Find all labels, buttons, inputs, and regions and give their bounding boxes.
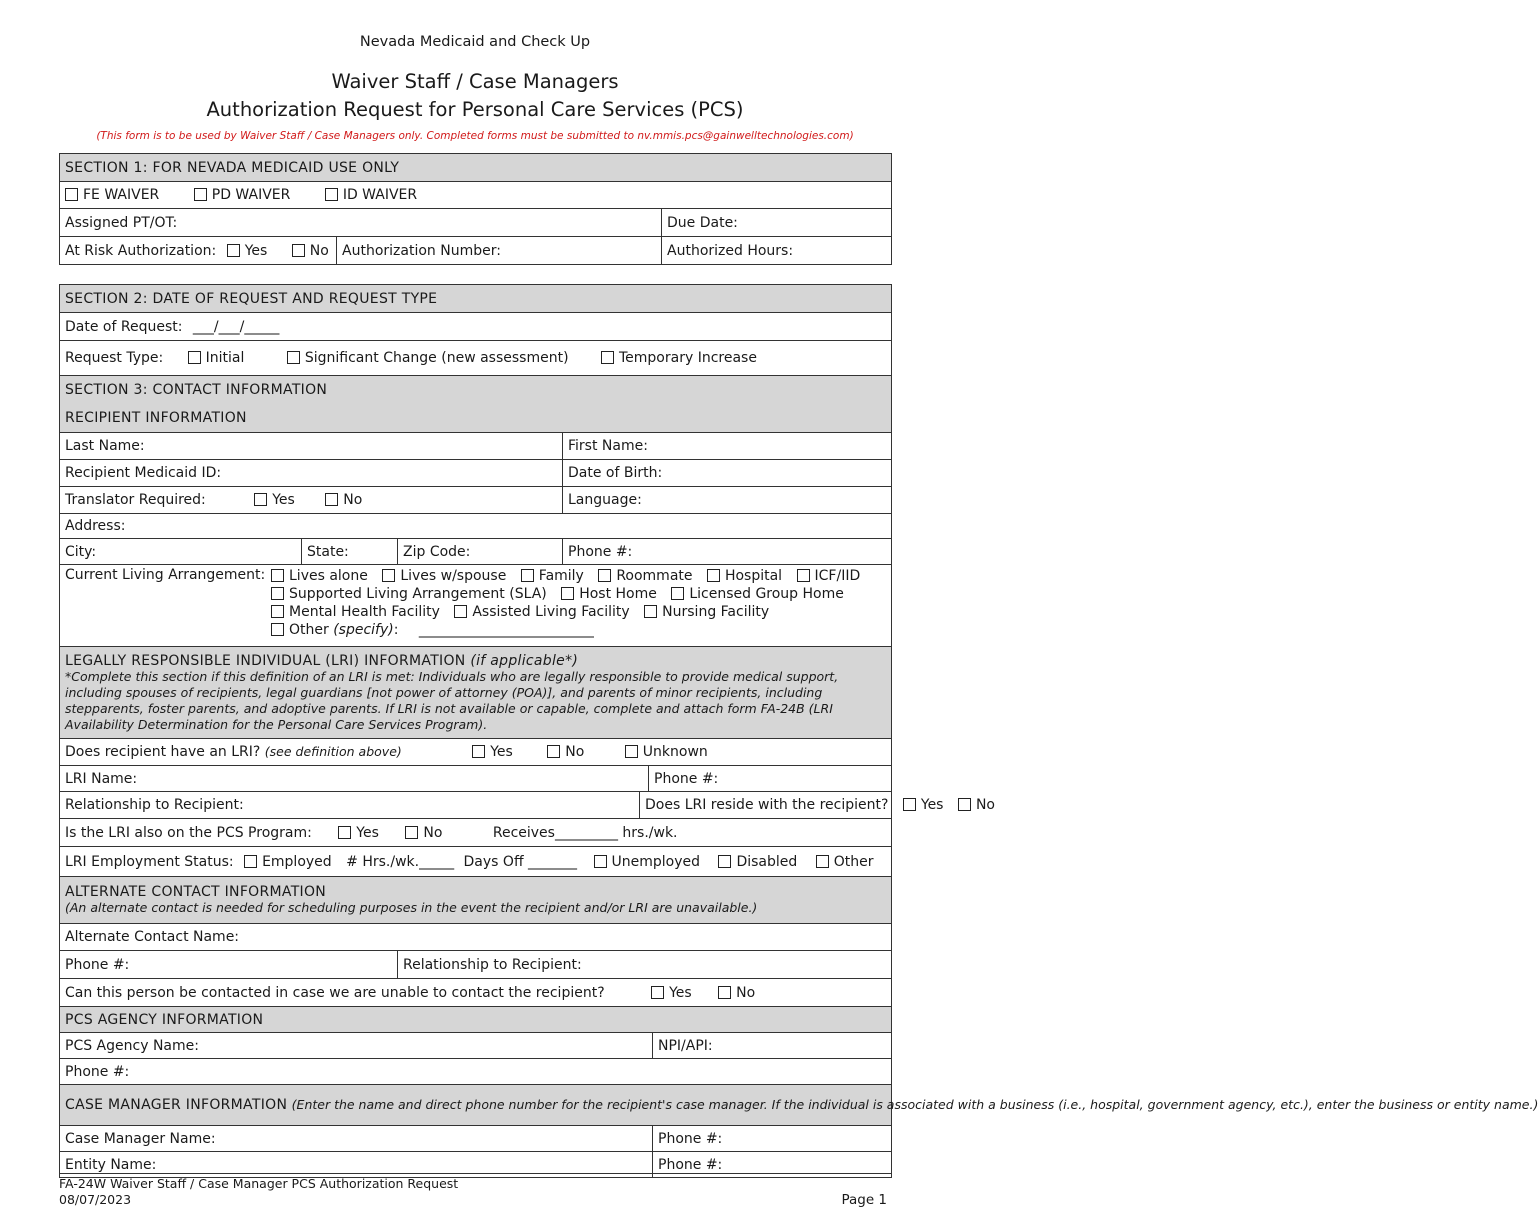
recipient-phone-field[interactable]: Phone #: <box>563 539 892 565</box>
days-off-blank[interactable]: Days Off _______ <box>463 853 578 870</box>
date-of-request-row[interactable] <box>60 313 892 341</box>
employment-other-checkbox[interactable] <box>816 855 829 868</box>
footer-page-number: Page 1 <box>841 1192 887 1208</box>
can-contact-no-option[interactable]: No <box>718 985 755 1001</box>
lri-reside-yes-checkbox[interactable] <box>903 798 916 811</box>
pcs-agency-phone-field[interactable]: Phone #: <box>60 1059 892 1085</box>
living-lives-alone-option[interactable]: Lives alone <box>271 567 368 585</box>
unemployed-option[interactable]: Unemployed <box>594 854 701 870</box>
has-lri-row <box>60 739 892 766</box>
living-sla-option[interactable]: Supported Living Arrangement (SLA) <box>271 585 547 603</box>
case-manager-name-field[interactable]: Case Manager Name: <box>60 1126 653 1152</box>
authorization-number-field[interactable]: Authorization Number: <box>337 237 662 265</box>
living-other-blank[interactable]: _________________________ <box>418 622 594 638</box>
lri-reside-no-checkbox[interactable] <box>958 798 971 811</box>
has-lri-no-checkbox[interactable] <box>547 745 560 758</box>
at-risk-no-option[interactable]: No <box>292 243 329 259</box>
lri-phone-field[interactable]: Phone #: <box>649 766 892 792</box>
zip-code-field[interactable]: Zip Code: <box>398 539 563 565</box>
at-risk-no-checkbox[interactable] <box>292 244 305 257</box>
pd-waiver-checkbox[interactable] <box>194 188 207 201</box>
due-date-field[interactable]: Due Date: <box>662 209 892 237</box>
at-risk-yes-checkbox[interactable] <box>227 244 240 257</box>
translator-no-checkbox[interactable] <box>325 493 338 506</box>
pcs-agency-title: PCS AGENCY INFORMATION <box>60 1007 892 1033</box>
case-manager-title: CASE MANAGER INFORMATION <box>65 1097 288 1113</box>
lri-title: LEGALLY RESPONSIBLE INDIVIDUAL (LRI) INFORMATION <box>65 653 466 669</box>
living-nursing-facility-option[interactable]: Nursing Facility <box>644 603 769 621</box>
state-field[interactable]: State: <box>302 539 398 565</box>
alternate-contact-title: ALTERNATE CONTACT INFORMATION <box>65 884 327 900</box>
form-title-line1: Waiver Staff / Case Managers <box>331 70 619 93</box>
alternate-contact-header <box>60 877 892 924</box>
living-mental-health-option[interactable]: Mental Health Facility <box>271 603 440 621</box>
form-title-line2: Authorization Request for Personal Care Services (PCS) <box>206 98 744 121</box>
assigned-ptot-field[interactable]: Assigned PT/OT: <box>60 209 662 237</box>
section1-table <box>59 153 892 265</box>
at-risk-yes-option[interactable]: Yes <box>227 243 268 259</box>
fe-waiver-checkbox[interactable] <box>65 188 78 201</box>
lri-employment-label: LRI Employment Status: <box>65 853 234 870</box>
case-manager-note: (Enter the name and direct phone number for the recipient's case manager. If the individual is associated with a business (i.e., hospital, government agency, etc.), enter the business or entity name.) <box>291 1097 1538 1112</box>
living-hospital-checkbox[interactable] <box>707 569 720 582</box>
living-lives-alone-checkbox[interactable] <box>271 569 284 582</box>
lri-reside-yes-option[interactable]: Yes <box>903 797 944 813</box>
first-name-field[interactable]: First Name: <box>563 433 892 460</box>
section3-header <box>60 376 892 433</box>
section2-title: SECTION 2: DATE OF REQUEST AND REQUEST TYPE <box>60 285 892 313</box>
living-host-home-option[interactable]: Host Home <box>561 585 657 603</box>
disabled-checkbox[interactable] <box>718 855 731 868</box>
last-name-field[interactable]: Last Name: <box>60 433 563 460</box>
can-contact-no-checkbox[interactable] <box>718 986 731 999</box>
translator-label: Translator Required: <box>65 492 206 508</box>
lri-reside-label: Does LRI reside with the recipient? <box>645 797 889 813</box>
request-significant-change-option[interactable]: Significant Change (new assessment) <box>287 350 569 366</box>
id-waiver-checkbox[interactable] <box>325 188 338 201</box>
see-definition-note: (see definition above) <box>264 744 402 759</box>
lri-pcs-yes-option[interactable]: Yes <box>338 825 379 841</box>
living-lives-spouse-option[interactable]: Lives w/spouse <box>382 567 506 585</box>
date-of-request-blank[interactable]: ___/___/_____ <box>192 318 280 335</box>
employed-hours-blank[interactable]: # Hrs./wk._____ <box>346 853 455 870</box>
case-manager-header <box>60 1085 1538 1126</box>
unemployed-checkbox[interactable] <box>594 855 607 868</box>
footer-divider <box>59 1173 891 1174</box>
lri-pcs-row <box>60 819 892 847</box>
pcs-agency-name-field[interactable]: PCS Agency Name: <box>60 1033 653 1059</box>
id-waiver-option[interactable]: ID WAIVER <box>325 187 417 203</box>
lri-header <box>60 647 892 739</box>
waiver-row <box>60 182 892 209</box>
pd-waiver-option[interactable]: PD WAIVER <box>194 187 291 203</box>
recipient-info-title: RECIPIENT INFORMATION <box>65 410 247 426</box>
living-assisted-living-checkbox[interactable] <box>454 605 467 618</box>
lri-relationship-field[interactable]: Relationship to Recipient: <box>60 792 640 819</box>
living-icf-iid-option[interactable]: ICF/IID <box>797 567 861 585</box>
living-other-option[interactable]: Other (specify): <box>271 621 398 639</box>
medicaid-id-field[interactable]: Recipient Medicaid ID: <box>60 460 563 487</box>
can-contact-yes-checkbox[interactable] <box>651 986 664 999</box>
authorized-hours-field[interactable]: Authorized Hours: <box>662 237 892 265</box>
living-other-checkbox[interactable] <box>271 623 284 636</box>
alternate-relationship-field[interactable]: Relationship to Recipient: <box>398 951 892 979</box>
living-group-home-checkbox[interactable] <box>671 587 684 600</box>
lri-receives-hours[interactable]: Receives_________ hrs./wk. <box>492 824 678 841</box>
request-type-row <box>60 341 892 376</box>
fe-waiver-option[interactable]: FE WAIVER <box>65 187 159 203</box>
section3-title: SECTION 3: CONTACT INFORMATION <box>65 382 328 398</box>
living-roommate-checkbox[interactable] <box>598 569 611 582</box>
translator-no-option[interactable]: No <box>325 492 362 508</box>
lri-reside-row <box>640 792 995 819</box>
has-lri-label: Does recipient have an LRI? <box>65 744 261 760</box>
at-risk-row <box>60 237 337 265</box>
lri-if-applicable: (if applicable*) <box>470 653 579 669</box>
submission-notice: (This form is to be used by Waiver Staff / Case Managers only. Completed forms must be submitted to nv.mmis.pcs@gainwelltechnologies.com) <box>96 130 854 142</box>
entity-name-field[interactable]: Entity Name: <box>60 1152 653 1178</box>
alternate-phone-field[interactable]: Phone #: <box>60 951 398 979</box>
living-assisted-living-option[interactable]: Assisted Living Facility <box>454 603 629 621</box>
living-nursing-facility-checkbox[interactable] <box>644 605 657 618</box>
employment-other-option[interactable]: Other <box>816 854 874 870</box>
language-field[interactable]: Language: <box>563 487 892 514</box>
section1-title: SECTION 1: FOR NEVADA MEDICAID USE ONLY <box>60 154 892 182</box>
request-initial-checkbox[interactable] <box>188 351 201 364</box>
date-of-birth-field[interactable]: Date of Birth: <box>563 460 892 487</box>
employed-option[interactable]: Employed <box>244 854 332 870</box>
main-form-table <box>59 284 1538 1178</box>
lri-reside-no-option[interactable]: No <box>958 797 995 813</box>
living-arrangement-row <box>60 565 892 647</box>
living-sla-checkbox[interactable] <box>271 587 284 600</box>
lri-pcs-label: Is the LRI also on the PCS Program: <box>65 824 312 841</box>
living-lives-spouse-checkbox[interactable] <box>382 569 395 582</box>
can-contact-row <box>60 979 892 1007</box>
entity-phone-field[interactable]: Phone #: <box>653 1152 892 1178</box>
has-lri-unknown-checkbox[interactable] <box>625 745 638 758</box>
living-arrangement-label: Current Living Arrangement: <box>65 567 266 583</box>
translator-yes-checkbox[interactable] <box>254 493 267 506</box>
alternate-contact-note: (An alternate contact is needed for scheduling purposes in the event the recipient and/or LRI are unavailable.) <box>65 900 758 915</box>
living-group-home-option[interactable]: Licensed Group Home <box>671 585 844 603</box>
has-lri-unknown-option[interactable]: Unknown <box>625 744 708 760</box>
disabled-option[interactable]: Disabled <box>718 854 797 870</box>
living-mental-health-checkbox[interactable] <box>271 605 284 618</box>
has-lri-no-option[interactable]: No <box>547 744 584 760</box>
lri-pcs-no-checkbox[interactable] <box>405 826 418 839</box>
npi-api-field[interactable]: NPI/API: <box>653 1033 892 1059</box>
lri-definition-note: *Complete this section if this definition of an LRI is met: Individuals who are legally responsible to provide medical support, including spouses of recipients, legal guardians [not power of attorney (POA)], and parents of minor recipients, including stepparents, foster parents, and adoptive parents. If LRI is not available or capable, complete and attach form FA-24B (LRI Availability Determination for the Personal Care Services Program). <box>65 669 839 732</box>
case-manager-phone-field[interactable]: Phone #: <box>653 1126 892 1152</box>
at-risk-label: At Risk Authorization: <box>65 242 217 259</box>
lri-employment-row <box>60 847 892 877</box>
lri-pcs-no-option[interactable]: No <box>405 825 442 841</box>
living-icf-iid-checkbox[interactable] <box>797 569 810 582</box>
lri-pcs-yes-checkbox[interactable] <box>338 826 351 839</box>
request-type-label: Request Type: <box>65 350 164 366</box>
request-initial-option[interactable]: Initial <box>188 350 245 366</box>
request-temporary-increase-checkbox[interactable] <box>601 351 614 364</box>
has-lri-yes-option[interactable]: Yes <box>472 744 513 760</box>
translator-yes-option[interactable]: Yes <box>254 492 295 508</box>
city-field[interactable]: City: <box>60 539 302 565</box>
footer-form-name: FA-24W Waiver Staff / Case Manager PCS Authorization Request <box>59 1176 459 1191</box>
living-hospital-option[interactable]: Hospital <box>707 567 782 585</box>
translator-row <box>60 487 563 514</box>
footer-date: 08/07/2023 <box>59 1192 132 1207</box>
employed-checkbox[interactable] <box>244 855 257 868</box>
request-temporary-increase-option[interactable]: Temporary Increase <box>601 350 757 366</box>
living-family-option[interactable]: Family <box>521 567 584 585</box>
address-field[interactable]: Address: <box>60 514 892 539</box>
living-host-home-checkbox[interactable] <box>561 587 574 600</box>
has-lri-yes-checkbox[interactable] <box>472 745 485 758</box>
request-significant-change-checkbox[interactable] <box>287 351 300 364</box>
date-of-request-label: Date of Request: <box>65 318 183 335</box>
living-family-checkbox[interactable] <box>521 569 534 582</box>
can-contact-label: Can this person be contacted in case we are unable to contact the recipient? <box>65 984 605 1001</box>
alternate-contact-name-field[interactable]: Alternate Contact Name: <box>60 924 892 951</box>
can-contact-yes-option[interactable]: Yes <box>651 985 692 1001</box>
lri-name-field[interactable]: LRI Name: <box>60 766 649 792</box>
agency-name: Nevada Medicaid and Check Up <box>359 34 591 50</box>
living-roommate-option[interactable]: Roommate <box>598 567 692 585</box>
